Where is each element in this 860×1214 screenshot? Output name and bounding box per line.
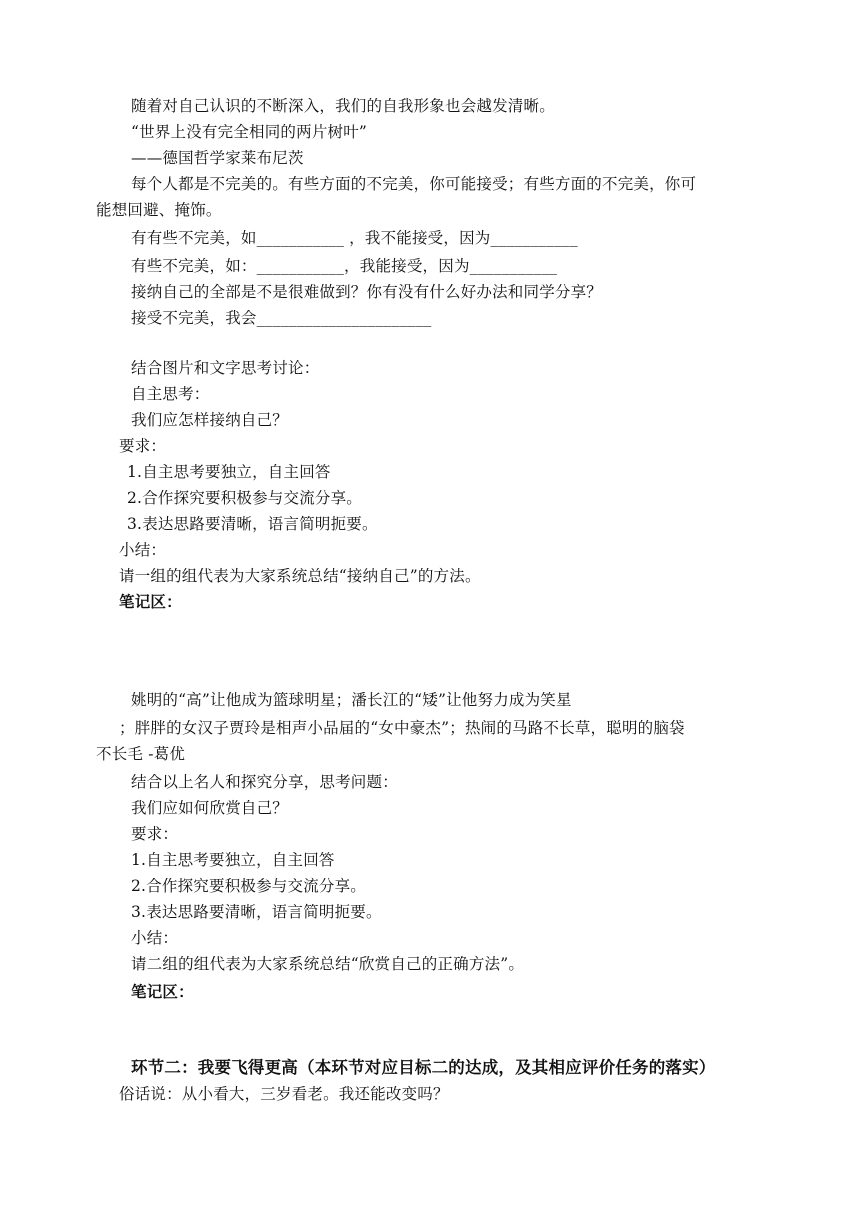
quote-attribution: ——德国哲学家莱布尼茨 [131,149,304,167]
section-heading-step-two: 环节二：我要飞得更高（本环节对应目标二的达成，及其相应评价任务的落实） [131,1058,716,1077]
summary-label: 小结： [131,929,179,947]
summary-group-1: 请一组的组代表为大家系统总结“接纳自己”的方法。 [119,567,481,585]
requirement-1: 1.自主思考要独立，自主回答 [127,463,331,481]
requirement-3: 3.表达思路要清晰，语言简明扼要。 [131,903,382,921]
requirements-label: 要求： [119,437,167,455]
paragraph-imperfection-cont: 能想回避、掩饰。 [96,201,222,219]
paragraph-imperfection: 每个人都是不完美的。有些方面的不完美，你可能接受；有些方面的不完美，你可 [131,175,697,193]
prompt-think: 结合以上名人和探究分享，思考问题： [131,773,398,791]
quote-leaves: “世界上没有完全相同的两片树叶” [131,123,368,141]
paragraph-self-image: 随着对自己认识的不断深入，我们的自我形象也会越发清晰。 [131,97,555,115]
paragraph-celebrities-end: 不长毛 -葛优 [96,745,186,763]
requirement-3: 3.表达思路要清晰，语言简明扼要。 [127,515,378,533]
question-how-accept: 我们应怎样接纳自己？ [131,411,289,429]
proverb-question: 俗话说：从小看大，三岁看老。我还能改变吗？ [119,1085,449,1103]
notes-area-label: 笔记区： [131,982,194,1001]
requirement-2: 2.合作探究要积极参与交流分享。 [127,489,362,507]
requirement-2: 2.合作探究要积极参与交流分享。 [131,877,366,895]
requirement-1: 1.自主思考要独立，自主回答 [131,851,335,869]
question-accept-all: 接纳自己的全部是不是很难做到？你有没有什么好办法和同学分享？ [131,283,603,301]
paragraph-celebrities-cont: ；胖胖的女汉子贾玲是相声小品届的“女中豪杰”；热闹的马路不长草，聪明的脑袋 [119,719,685,737]
fill-blank-cannot-accept: 有有些不完美，如___________ ，我不能接受，因为___________ [131,229,578,247]
summary-label: 小结： [119,541,167,559]
discussion-prompt: 结合图片和文字思考讨论： [131,359,320,377]
paragraph-celebrities: 姚明的“高”让他成为篮球明星；潘长江的“矮”让他努力成为笑星 [131,691,572,709]
fill-blank-accept-imperfection: 接受不完美，我会______________________ [131,309,432,327]
question-how-appreciate: 我们应如何欣赏自己？ [131,799,289,817]
notes-area-label: 笔记区： [119,592,182,611]
requirements-label: 要求： [131,825,179,843]
self-thinking-label: 自主思考： [131,385,210,403]
summary-group-2: 请二组的组代表为大家系统总结“欣赏自己的正确方法”。 [131,955,525,973]
fill-blank-can-accept: 有些不完美，如：___________，我能接受，因为___________ [131,257,558,275]
